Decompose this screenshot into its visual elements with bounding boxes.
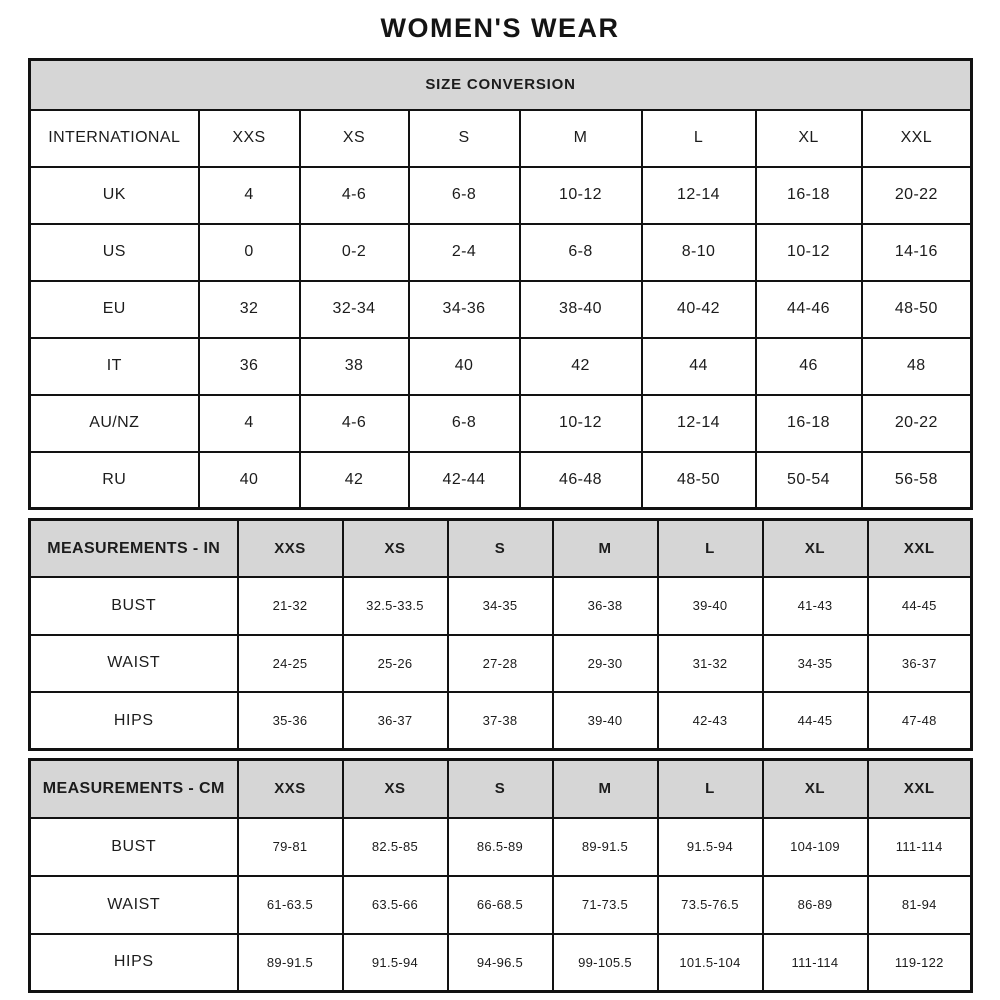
value-cell: 36-37	[868, 635, 972, 693]
value-cell: 36	[199, 338, 300, 395]
row-label: UK	[30, 167, 199, 224]
size-conversion-title: SIZE CONVERSION	[30, 60, 972, 110]
table-row	[30, 167, 972, 224]
value-cell: 36-38	[553, 577, 658, 635]
value-cell: 42-44	[409, 452, 520, 509]
value-cell: 8-10	[642, 224, 756, 281]
table-row	[30, 635, 972, 693]
column-header: XXS	[199, 110, 300, 167]
column-header: XXS	[238, 760, 343, 818]
value-cell: 86.5-89	[448, 818, 553, 876]
column-header: XS	[300, 110, 409, 167]
column-header: S	[448, 760, 553, 818]
value-cell: 50-54	[756, 452, 862, 509]
value-cell: 14-16	[862, 224, 972, 281]
table-row	[30, 818, 972, 876]
value-cell: 4	[199, 395, 300, 452]
value-cell: 12-14	[642, 167, 756, 224]
value-cell: 111-114	[868, 818, 972, 876]
value-cell: 39-40	[553, 692, 658, 750]
value-cell: 32	[199, 281, 300, 338]
value-cell: 91.5-94	[343, 934, 448, 992]
table-row	[30, 395, 972, 452]
value-cell: 47-48	[868, 692, 972, 750]
value-cell: 38	[300, 338, 409, 395]
value-cell: 79-81	[238, 818, 343, 876]
value-cell: 38-40	[520, 281, 642, 338]
value-cell: 6-8	[520, 224, 642, 281]
column-header: S	[448, 520, 553, 578]
column-header: XXL	[862, 110, 972, 167]
value-cell: 4-6	[300, 167, 409, 224]
value-cell: 34-35	[448, 577, 553, 635]
value-cell: 42	[520, 338, 642, 395]
value-cell: 36-37	[343, 692, 448, 750]
value-cell: 20-22	[862, 167, 972, 224]
table-header-row	[30, 760, 972, 818]
value-cell: 6-8	[409, 395, 520, 452]
value-cell: 89-91.5	[238, 934, 343, 992]
table-row	[30, 876, 972, 934]
table-row	[30, 281, 972, 338]
column-header: XXL	[868, 520, 972, 578]
value-cell: 39-40	[658, 577, 763, 635]
row-label: AU/NZ	[30, 395, 199, 452]
value-cell: 34-35	[763, 635, 868, 693]
value-cell: 34-36	[409, 281, 520, 338]
table-header-row	[30, 110, 972, 167]
column-header: M	[553, 760, 658, 818]
value-cell: 48	[862, 338, 972, 395]
value-cell: 40	[409, 338, 520, 395]
value-cell: 40-42	[642, 281, 756, 338]
column-header: S	[409, 110, 520, 167]
column-header: XS	[343, 520, 448, 578]
measurements-in-table	[28, 518, 973, 751]
column-header: L	[642, 110, 756, 167]
value-cell: 99-105.5	[553, 934, 658, 992]
value-cell: 44-45	[868, 577, 972, 635]
value-cell: 86-89	[763, 876, 868, 934]
row-label: EU	[30, 281, 199, 338]
value-cell: 12-14	[642, 395, 756, 452]
table-row	[30, 224, 972, 281]
table-header-row	[30, 520, 972, 578]
value-cell: 101.5-104	[658, 934, 763, 992]
value-cell: 56-58	[862, 452, 972, 509]
value-cell: 10-12	[756, 224, 862, 281]
value-cell: 42	[300, 452, 409, 509]
value-cell: 4-6	[300, 395, 409, 452]
value-cell: 0	[199, 224, 300, 281]
table-row	[30, 577, 972, 635]
column-header: XXL	[868, 760, 972, 818]
page-title: WOMEN'S WEAR	[380, 13, 620, 43]
value-cell: 32.5-33.5	[343, 577, 448, 635]
table-banner-row	[30, 60, 972, 110]
row-label: WAIST	[30, 876, 238, 934]
value-cell: 44-46	[756, 281, 862, 338]
value-cell: 0-2	[300, 224, 409, 281]
table-row	[30, 452, 972, 509]
value-cell: 46-48	[520, 452, 642, 509]
column-header: XS	[343, 760, 448, 818]
column-header: M	[520, 110, 642, 167]
value-cell: 91.5-94	[658, 818, 763, 876]
measurements-in-title: MEASUREMENTS - IN	[30, 520, 238, 578]
table-row	[30, 934, 972, 992]
value-cell: 66-68.5	[448, 876, 553, 934]
column-header: XL	[756, 110, 862, 167]
value-cell: 16-18	[756, 395, 862, 452]
row-label: US	[30, 224, 199, 281]
table-row	[30, 338, 972, 395]
value-cell: 24-25	[238, 635, 343, 693]
value-cell: 104-109	[763, 818, 868, 876]
value-cell: 32-34	[300, 281, 409, 338]
value-cell: 6-8	[409, 167, 520, 224]
value-cell: 44	[642, 338, 756, 395]
value-cell: 81-94	[868, 876, 972, 934]
value-cell: 48-50	[862, 281, 972, 338]
column-header: XXS	[238, 520, 343, 578]
column-header: L	[658, 520, 763, 578]
row-label: HIPS	[30, 934, 238, 992]
value-cell: 10-12	[520, 395, 642, 452]
value-cell: 63.5-66	[343, 876, 448, 934]
value-cell: 10-12	[520, 167, 642, 224]
value-cell: 44-45	[763, 692, 868, 750]
value-cell: 46	[756, 338, 862, 395]
value-cell: 37-38	[448, 692, 553, 750]
value-cell: 89-91.5	[553, 818, 658, 876]
row-label: HIPS	[30, 692, 238, 750]
value-cell: 29-30	[553, 635, 658, 693]
value-cell: 82.5-85	[343, 818, 448, 876]
value-cell: 31-32	[658, 635, 763, 693]
value-cell: 111-114	[763, 934, 868, 992]
column-header: M	[553, 520, 658, 578]
measurements-cm-table	[28, 758, 973, 993]
value-cell: 35-36	[238, 692, 343, 750]
column-header: L	[658, 760, 763, 818]
value-cell: 20-22	[862, 395, 972, 452]
row-label: IT	[30, 338, 199, 395]
measurements-cm-title: MEASUREMENTS - CM	[30, 760, 238, 818]
table-row	[30, 692, 972, 750]
value-cell: 16-18	[756, 167, 862, 224]
column-header: XL	[763, 520, 868, 578]
value-cell: 25-26	[343, 635, 448, 693]
value-cell: 94-96.5	[448, 934, 553, 992]
row-label: BUST	[30, 818, 238, 876]
size-conversion-table	[28, 58, 973, 510]
value-cell: 41-43	[763, 577, 868, 635]
value-cell: 61-63.5	[238, 876, 343, 934]
value-cell: 40	[199, 452, 300, 509]
value-cell: 42-43	[658, 692, 763, 750]
value-cell: 71-73.5	[553, 876, 658, 934]
value-cell: 119-122	[868, 934, 972, 992]
value-cell: 21-32	[238, 577, 343, 635]
column-header: XL	[763, 760, 868, 818]
row-label: WAIST	[30, 635, 238, 693]
row-label: BUST	[30, 577, 238, 635]
value-cell: 2-4	[409, 224, 520, 281]
value-cell: 73.5-76.5	[658, 876, 763, 934]
value-cell: 27-28	[448, 635, 553, 693]
value-cell: 48-50	[642, 452, 756, 509]
column-header: INTERNATIONAL	[30, 110, 199, 167]
row-label: RU	[30, 452, 199, 509]
value-cell: 4	[199, 167, 300, 224]
